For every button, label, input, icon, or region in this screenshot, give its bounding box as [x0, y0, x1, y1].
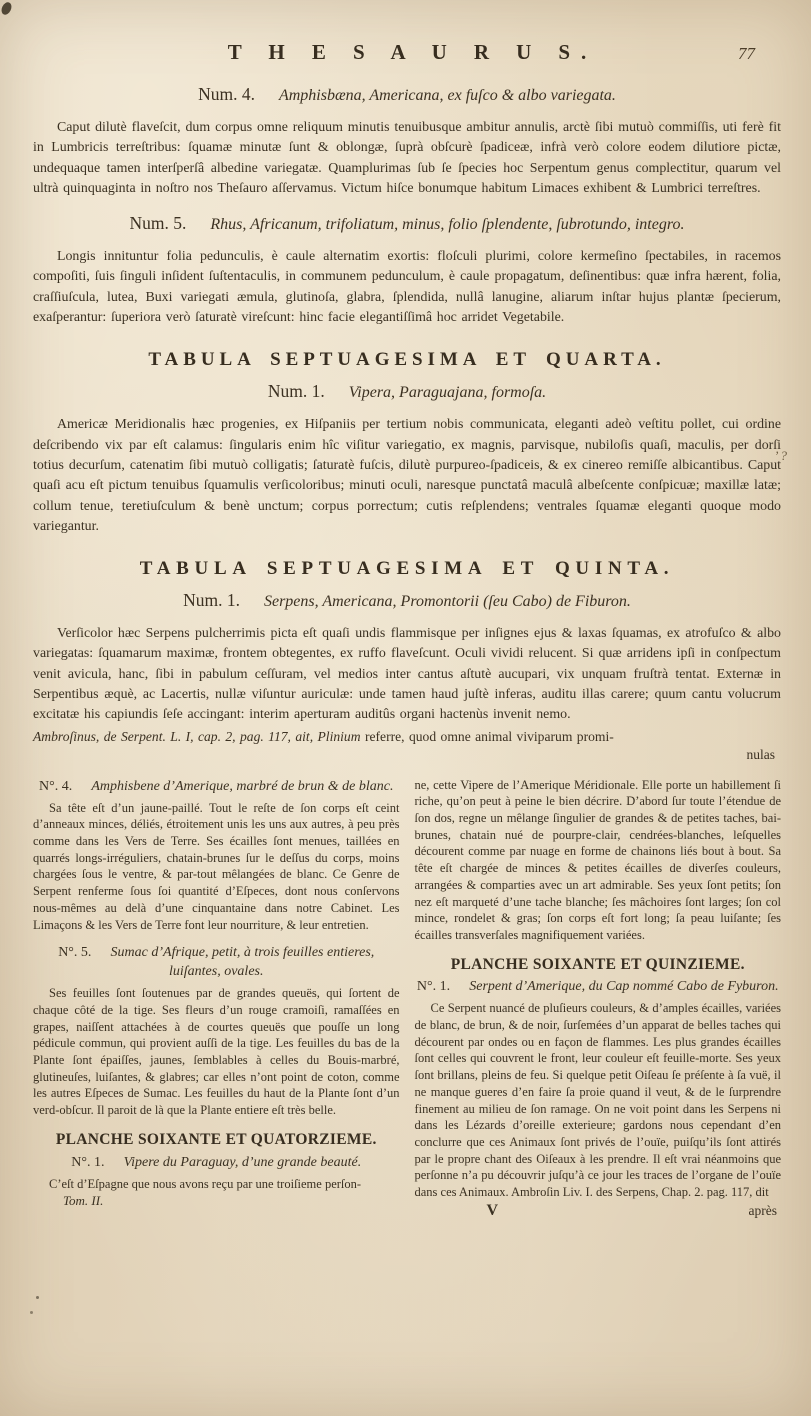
tab75-num-1-title: Serpens, Americana, Promontorii (ſeu Cabo) de Fiburon. [263, 593, 631, 611]
french-right-paragraph-1: ne, cette Vipere de l’Amerique Méridionale. Elle porte un habillement ſi riche, qu’on peut à peine le bien décrire. D’abord ſur toute l’étendue de ſon dos, regne un mêlange ſingulier de grandes & de petites taches, bai-brunes, chatain nué de pourpre-clair, cendrées-blanches, leſquelles décourent comme par nuage en forme de chainons liés bout à bout. Sa tête eſt chargée de minces & petites écailles de diverſes couleurs, arrangées & comparties avec un art admirable. Ses yeux ſont petits; ſon nez eſt marqueté d’une tache blanche; ſes mâchoires ſont larges; ſon col mince, rondelet & gras; ſon corps eſt fort long; ſa peau luiſante; ſes écailles transverſales magnifiquement variées. [414, 777, 781, 942]
latin-paragraph-3: Americæ Meridionalis hæc progenies, ex Hiſpaniis per tertium nobis communicata, eleganti adeò veſtitu pollet, cui ordine deſcribendo vix par eſt calamus: ſingularis enim hîc viſitur variegatio, ex magnis, parvisque, nubiloſis quaſi, maculis, per dorſi totius decurſum, catenatim ſibi mutuò colligatis; ſaturatè fuſcis, dilutè purpureo-ſpadiceis, & ex cinereo remiſſe albicantibus. Caput quaſi acu eſt pictum tenuibus ſquamulis verſicoloribus; minuti oculi, naresque punctatâ maculâ albeſcente conſpicuæ; maxillæ latæ; collum tenue, teretiuſculum & benè unctum; corpus porrectum; cutis reſplendens; ventrales ſquamæ eleganti quoque modo variegantur. [33, 417, 781, 534]
tabula-75-heading: TABULA SEPTUAGESIMA ET QUINTA. [139, 558, 675, 580]
heading-num-5 [87, 212, 727, 236]
num-4-title: Amphisbæna, Americana, ex fuſco & albo variegata. [278, 87, 616, 104]
num-5-label: Num. 5. [129, 213, 187, 234]
fr-heading-n4 [33, 777, 400, 796]
running-title: T H E S A U R U S. [227, 40, 598, 64]
latin-citation-line [33, 727, 781, 746]
french-left-column [33, 777, 400, 1220]
fr-heading-planche74-n1 [33, 1153, 400, 1172]
latin-paragraph-2: Longis innituntur folia pedunculis, è caule alternatim exortis: floſculi plurimi, colore kermeſino ſpectabiles, in racemos compoſiti, ſuis ſinguli inſident ſuſtentaculis, in communem pedunculum, è caule propagatum, deſinentibus: quæ infra hærent, folia, craſſiuſcula, lutea, Buxi variegati æmula, glutinoſa, glabra, ſplendida, nullâ lanugine, aliarum inſtar hujus plantæ ſpecierum, exaſperantur: ſuperiora verò ſaturatè vireſcunt: hinc facie elegantiſſimâ hoc arridet Vegetabile. [33, 249, 781, 326]
fr-n5-label: N°. 5. [58, 945, 92, 961]
catchword-apres: après [748, 1202, 777, 1218]
page-header [33, 40, 781, 70]
catchword-nulas: nulas [746, 746, 775, 762]
fr-p74-n1-title: Vipere du Paraguay, d’une grande beauté. [123, 1154, 362, 1170]
tome-signature: Tom. II. [63, 1193, 104, 1209]
planche-74-heading: PLANCHE SOIXANTE ET QUATORZIEME. [55, 1130, 377, 1148]
fr-p75-n1-label: N°. 1. [416, 979, 451, 995]
ink-speck [30, 1311, 33, 1314]
citation-roman-part: referre, quod omne animal viviparum promi- [360, 728, 614, 744]
french-two-column-section [33, 777, 781, 1220]
margin-stray-mark: ’? [774, 448, 789, 463]
planche-75-heading: PLANCHE SOIXANTE ET QUINZIEME. [450, 955, 745, 973]
fr-n5-title: Sumac d’Afrique, petit, à trois feuilles entieres, luiſantes, ovales. [110, 945, 375, 980]
fr-heading-planche75-n1 [415, 977, 782, 996]
signature-row [415, 1203, 782, 1220]
heading-num-4 [33, 83, 781, 107]
fr-n4-title: Amphisbene d’Amerique, marbré de brun & de blanc. [91, 778, 394, 794]
fr-heading-n5 [33, 943, 400, 981]
gathering-signature-v: V [486, 1201, 499, 1219]
tab74-num-1-title: Vipera, Paraguajana, formoſa. [348, 384, 547, 402]
num-4-label: Num. 4. [198, 84, 255, 104]
fr-p75-n1-title: Serpent d’Amerique, du Cap nommé Cabo de Fyburon. [469, 979, 779, 995]
french-left-paragraph-1: Sa tête eſt d’un jaune-paillé. Tout le reſte de ſon corps eſt ceint d’anneaux minces, déliés, étroitement unis les uns aux autres, à peu près comme dans les Vers de Terre. Ses écailles ſont menues, taillées en quarrés longs-irréguliers, chatain-brunes ſur le deſſus du corps, moins chargées ſous le ventre, & par-tout mêlangées de blanc. Ce Genre de Serpent renferme ſous ſoi quantité d’Eſpeces, dont nous conſervons nous-mêmes au delà d’une cinquantaine dans notre Cabinet. Les Limaçons & les Vers de Terre font leur nourriture, & leur entretien. [33, 800, 400, 932]
tabula-74-heading: TABULA SEPTUAGESIMA ET QUARTA. [148, 349, 666, 371]
french-right-paragraph-2: Ce Serpent nuancé de pluſieurs couleurs, & d’amples écailles, variées de blanc, de brun, & de noir, ſurſemées d’un apparat de belles taches qui décourent par ondes ou en façon de flammes. Les plus grandes écailles ſont celles qui couvrent le front, leur couleur eſt feuille-morte. Ses yeux ſont brillans, pleins de feu. Si quelque petit Oiſeau ſe préſente à ſa vuë, il ne manque gueres d’en faire ſa proie quand il veut, & de le ſurprendre finement au milieu de ſon ramage. On ne voit point dans les Serpens ni dans les Lézards d’oreille exterieure; gardons nous cependant d’en conclurre que ces Animaux ſont privés de l’ouïe, puiſqu’ils ſont attirés par le propre chant des Oiſeaux à les prendre. Il eſt vrai néanmoins que perſonne n’a pu découvrir juſqu’à ce jour les traces de l’organe de l’ouïe dans ces Animaux. Ambroſin Liv. I. des Serpens, Chap. 2. pag. 117, dit [414, 1001, 781, 1200]
heading-tab74-num-1 [33, 380, 781, 404]
french-left-paragraph-3: C’eſt d’Eſpagne que nous avons reçu par une troiſieme perſon- [49, 1176, 362, 1191]
latin-paragraph-4: Verſicolor hæc Serpens pulcherrimis picta eſt quaſi undis flammisque per inſignes ejus & laxas ſquamas, ex atrofuſco & albo variegatas: ſquamarum maximæ, frontem obtegentes, ex ruffo flaveſcunt. Oculi vividi relucent. Si quæ arridens ipſi in conſpectum venit avicula, hanc, ſibi in pabulum ceſſuram, vel medios inter cantus aſtutè aucupari, vix unquam fruſtrà tentat. Externæ in Serpentibus æquè, ac Lacertis, nullæ viſuntur auriculæ: unde tamen haud juſtè inferas, auditu illas carere; quum cantu volucrum excitatæ his capiundis ſeſe accingant: interim aperturam auditûs organi hactenùs invenit nemo. [33, 626, 781, 723]
tab75-num-1-label: Num. 1. [183, 590, 240, 611]
latin-paragraph-1: Caput dilutè flaveſcit, dum corpus omne reliquum minutis tenuibusque ambitur annulis, arctè ſibi mutuò commiſſis, uti ferè fit in Lumbricis terreſtribus: ſquamæ minutæ ſunt & oblongæ, ſuprà obſcurè ſpadiceæ, infrà verò colore eodem dilutiore pictæ, undequaque tamen interſperſâ albedine variegatæ. Quamplurimas ſub ſe ſpecies hoc Serpentum genus complectitur, quarum vel ultrà quinquaginta in noſtro nos Theſauro aſſervamus. Victum hiſce bonumque habitum Limaces exhibent & Lumbrici terreſtres. [33, 120, 781, 196]
num-5-title: Rhus, Africanum, trifoliatum, minus, folio ſplendente, ſubrotundo, integro. [210, 216, 685, 234]
heading-tab75-num-1 [33, 589, 781, 613]
french-left-paragraph-2: Ses feuilles ſont ſoutenues par de grandes queuës, qui ſortent de chaque côté de la tige. Ses fleurs d’un rouge cramoiſi, ramaſſées en grapes, naiſſent attachées à de courtes queuës que pouſſe un long pédicule commun, qui provient auſſi de la tige. Les feuilles du bas de la Plante ſont épaiſſes, jaunes, ſemblables à celles du Bouis-marbré, glutineuſes, luiſantes, & glabres; car elles n’ont point de coton, comme les autres Eſpeces de Sumac. Les feuilles du haut de la Plante ſont d’un verd-obſcur. Il paroit de là que la Plante entiere eſt très belle. [33, 986, 400, 1118]
page-number: 77 [738, 44, 755, 63]
french-right-column [415, 777, 782, 1220]
fr-p74-n1-label: N°. 1. [71, 1154, 105, 1170]
fr-n4-label: N°. 4. [39, 778, 73, 794]
tab74-num-1-label: Num. 1. [267, 381, 325, 402]
citation-italic-part: Ambroſinus, de Serpent. L. I, cap. 2, pag. 117, ait, Plinium [33, 728, 361, 744]
ink-speck [36, 1296, 39, 1299]
